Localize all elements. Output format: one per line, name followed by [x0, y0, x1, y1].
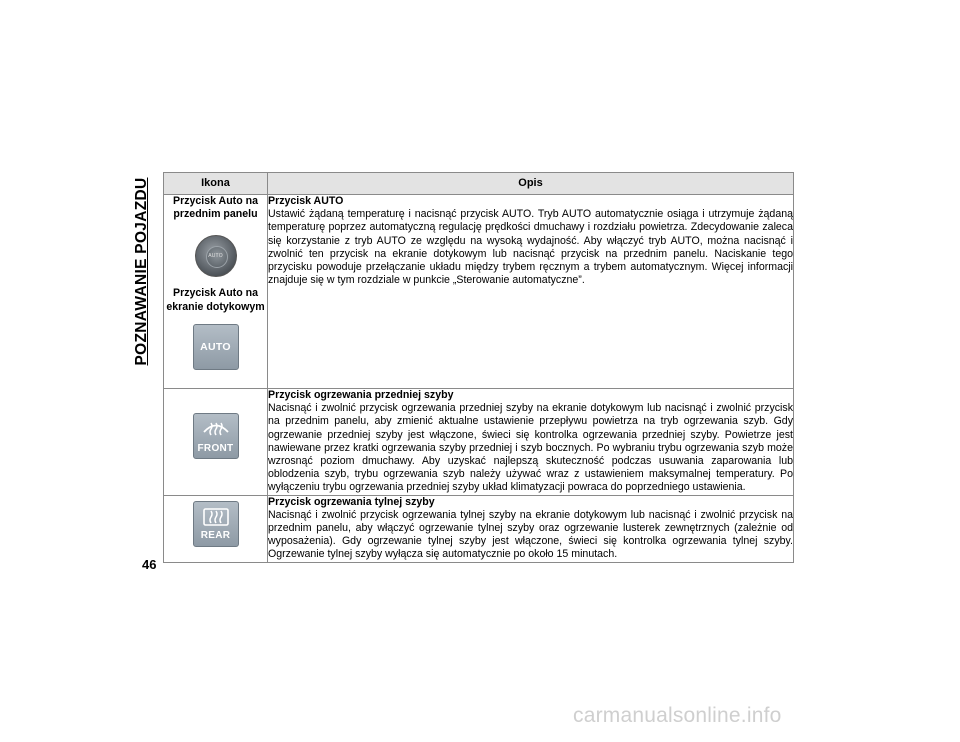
rear-button-text: REAR: [200, 530, 231, 542]
auto-panel-knob-icon: [195, 235, 237, 277]
front-button-text: FRONT: [197, 442, 234, 454]
front-description: Nacisnąć i zwolnić przycisk ogrzewania przedniej szyby na ekranie dotykowym lub nacisnąć i zwolnić przycisk na przednim panelu, aby zmienić aktualne ustawienie przepływu powietrza na tryb ogrzewania szyb. Gdy ogrzewanie przedniej szyby jest włączone, świeci się kontrolka ogrzewania przedniej szyby. Powietrze jest nawiewane przez kratki ogrzewania szyby przedniej i szyb bocznych. Po wybraniu trybu ogrzewania szyb może wzrosnąć poziom dmuchawy. Aby uzyskać najlepszą skuteczność podczas usuwania zaparowania lub oblodzenia szyb, trybu ogrzewania szyb należy używać wraz z ustawieniem maksymalnej temperatury. Po wyłączeniu trybu ogrzewania przedniej szyby układ klimatyzacji powraca do poprzedniego ustawienia.: [268, 402, 793, 494]
front-defrost-icon: [193, 413, 239, 459]
table-row: [164, 495, 794, 562]
auto-description: Ustawić żądaną temperaturę i nacisnąć przycisk AUTO. Tryb AUTO automatycznie osiąga i utrzymuje żądaną temperaturę poprzez automatyczną regulację prędkości dmuchawy i rozdziału powietrza. Zdecydowanie zaleca się korzystanie z tryb AUTO ze względu na wysoką wydajność. Aby włączyć tryb AUTO, można nacisnąć i zwolnić ten przycisk na ekranie dotykowym lub nacisnąć przycisk na przednim panelu. Naciskanie tego przycisku powoduje przełączanie układu między trybem ręcznym a trybem automatycznym. Więcej informacji znajduje się w tym rozdziale w punkcie „Sterowanie automatyczne”.: [268, 208, 793, 287]
controls-table: [163, 172, 794, 563]
auto-touchscreen-label: Przycisk Auto na ekranie dotykowym: [166, 287, 265, 313]
rear-description: Nacisnąć i zwolnić przycisk ogrzewania tylnej szyby na ekranie dotykowym lub nacisnąć i zwolnić przycisk na przednim panelu, aby włączyć ogrzewanie tylnej szyby oraz ogrzewanie lusterek zewnętrznych (zależnie od wyposażenia). Gdy ogrzewanie tylnej szyby jest włączone, świeci się kontrolka ogrzewania tylnej szyby. Ogrzewanie tylnej szyby wyłącza się automatycznie po około 15 minutach.: [268, 508, 793, 561]
watermark: carmanualsonline.info: [573, 704, 782, 727]
desc-cell-auto: [268, 195, 794, 389]
auto-title: Przycisk AUTO: [268, 195, 344, 207]
table-row: [164, 195, 794, 389]
table-row: [164, 389, 794, 496]
icon-cell-rear: [164, 495, 268, 562]
header-icon: Ikona: [164, 173, 268, 195]
desc-cell-front: [268, 389, 794, 496]
page-number: 46: [142, 557, 157, 572]
auto-touch-button-icon: [193, 324, 239, 370]
front-title: Przycisk ogrzewania przedniej szyby: [268, 389, 454, 401]
header-description: Opis: [268, 173, 794, 195]
rear-defrost-icon: [193, 501, 239, 547]
auto-button-text: AUTO: [200, 340, 231, 353]
icon-cell-front: [164, 389, 268, 496]
section-side-label: POZNAWANIE POJAZDU: [133, 177, 150, 366]
table-header-row: [164, 173, 794, 195]
rear-title: Przycisk ogrzewania tylnej szyby: [268, 495, 435, 508]
icon-cell-auto: [164, 195, 268, 389]
auto-knob-text: AUTO: [208, 253, 223, 260]
auto-front-panel-label: Przycisk Auto na przednim panelu: [173, 195, 258, 221]
desc-cell-rear: [268, 495, 794, 562]
